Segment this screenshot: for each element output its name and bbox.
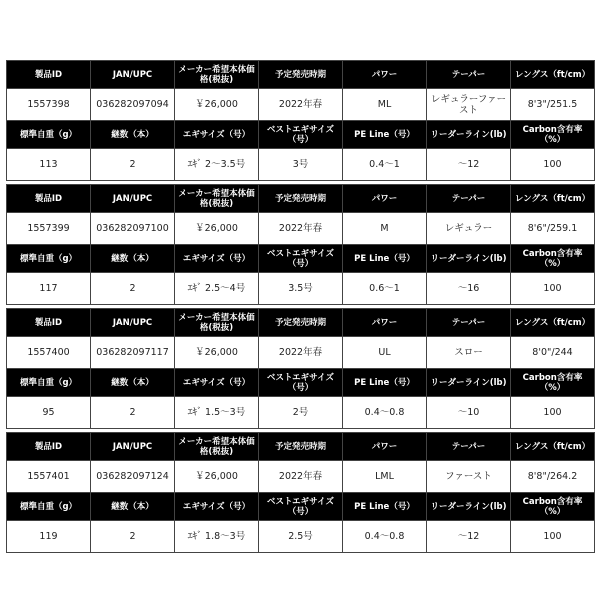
header-release: 予定発売時期 <box>259 309 343 337</box>
header-jan-upc: JAN/UPC <box>91 185 175 213</box>
header-carbon: Carbon含有率（%） <box>511 121 595 149</box>
header-pe-line: PE Line（号） <box>343 369 427 397</box>
header-product-id: 製品ID <box>7 185 91 213</box>
header-jan-upc: JAN/UPC <box>91 61 175 89</box>
cell-price: ￥26,000 <box>175 337 259 369</box>
header-taper: テーパー <box>427 309 511 337</box>
cell-leader-line: 〜16 <box>427 273 511 305</box>
cell-pe-line: 0.4〜0.8 <box>343 397 427 429</box>
header-row <box>7 61 595 89</box>
cell-price: ￥26,000 <box>175 461 259 493</box>
value-row <box>7 521 595 553</box>
header-row <box>7 433 595 461</box>
cell-jan-upc: 036282097124 <box>91 461 175 493</box>
cell-taper: レギュラー <box>427 213 511 245</box>
cell-best-egi-size: 3号 <box>259 149 343 181</box>
header-taper: テーパー <box>427 433 511 461</box>
cell-product-id: 1557398 <box>7 89 91 121</box>
cell-length: 8'6"/259.1 <box>511 213 595 245</box>
cell-jan-upc: 036282097117 <box>91 337 175 369</box>
header-best-egi-size: ベストエギサイズ（号） <box>259 493 343 521</box>
cell-egi-size: ｴｷﾞ 1.8〜3号 <box>175 521 259 553</box>
value-row <box>7 397 595 429</box>
cell-pe-line: 0.4〜1 <box>343 149 427 181</box>
cell-pieces: 2 <box>91 397 175 429</box>
header-pe-line: PE Line（号） <box>343 493 427 521</box>
cell-product-id: 1557401 <box>7 461 91 493</box>
header-product-id: 製品ID <box>7 433 91 461</box>
header-egi-size: エギサイズ（号） <box>175 121 259 149</box>
header-length: レングス（ft/cm） <box>511 185 595 213</box>
header-release: 予定発売時期 <box>259 433 343 461</box>
cell-power: M <box>343 213 427 245</box>
value-row <box>7 461 595 493</box>
header-jan-upc: JAN/UPC <box>91 433 175 461</box>
cell-price: ￥26,000 <box>175 213 259 245</box>
cell-power: ML <box>343 89 427 121</box>
cell-pe-line: 0.4〜0.8 <box>343 521 427 553</box>
header-product-id: 製品ID <box>7 309 91 337</box>
header-taper: テーパー <box>427 185 511 213</box>
cell-weight: 113 <box>7 149 91 181</box>
cell-jan-upc: 036282097100 <box>91 213 175 245</box>
cell-egi-size: ｴｷﾞ 2〜3.5号 <box>175 149 259 181</box>
cell-egi-size: ｴｷﾞ 2.5〜4号 <box>175 273 259 305</box>
cell-carbon: 100 <box>511 273 595 305</box>
cell-pieces: 2 <box>91 521 175 553</box>
cell-weight: 95 <box>7 397 91 429</box>
cell-taper: スロー <box>427 337 511 369</box>
header-weight: 標準自重（g） <box>7 369 91 397</box>
header-leader-line: リーダーライン(lb) <box>427 493 511 521</box>
header-pieces: 継数（本） <box>91 369 175 397</box>
header-pieces: 継数（本） <box>91 493 175 521</box>
cell-length: 8'3"/251.5 <box>511 89 595 121</box>
header-row <box>7 369 595 397</box>
cell-best-egi-size: 2.5号 <box>259 521 343 553</box>
header-best-egi-size: ベストエギサイズ（号） <box>259 369 343 397</box>
cell-carbon: 100 <box>511 149 595 181</box>
cell-weight: 119 <box>7 521 91 553</box>
header-length: レングス（ft/cm） <box>511 309 595 337</box>
cell-best-egi-size: 3.5号 <box>259 273 343 305</box>
cell-leader-line: 〜10 <box>427 397 511 429</box>
header-price: メーカー希望本体価格(税抜) <box>175 61 259 89</box>
header-egi-size: エギサイズ（号） <box>175 493 259 521</box>
value-row <box>7 213 595 245</box>
cell-power: UL <box>343 337 427 369</box>
cell-taper: レギュラーファースト <box>427 89 511 121</box>
header-best-egi-size: ベストエギサイズ（号） <box>259 245 343 273</box>
cell-release: 2022年春 <box>259 89 343 121</box>
header-length: レングス（ft/cm） <box>511 433 595 461</box>
header-row <box>7 245 595 273</box>
cell-pieces: 2 <box>91 273 175 305</box>
header-jan-upc: JAN/UPC <box>91 309 175 337</box>
cell-pieces: 2 <box>91 149 175 181</box>
header-price: メーカー希望本体価格(税抜) <box>175 309 259 337</box>
header-length: レングス（ft/cm） <box>511 61 595 89</box>
header-product-id: 製品ID <box>7 61 91 89</box>
cell-release: 2022年春 <box>259 213 343 245</box>
header-pieces: 継数（本） <box>91 121 175 149</box>
cell-length: 8'8"/264.2 <box>511 461 595 493</box>
cell-release: 2022年春 <box>259 461 343 493</box>
header-leader-line: リーダーライン(lb) <box>427 245 511 273</box>
header-carbon: Carbon含有率（%） <box>511 245 595 273</box>
header-leader-line: リーダーライン(lb) <box>427 369 511 397</box>
header-weight: 標準自重（g） <box>7 245 91 273</box>
header-price: メーカー希望本体価格(税抜) <box>175 433 259 461</box>
cell-leader-line: 〜12 <box>427 149 511 181</box>
header-release: 予定発売時期 <box>259 185 343 213</box>
header-weight: 標準自重（g） <box>7 493 91 521</box>
cell-product-id: 1557400 <box>7 337 91 369</box>
header-power: パワー <box>343 309 427 337</box>
header-pe-line: PE Line（号） <box>343 121 427 149</box>
header-egi-size: エギサイズ（号） <box>175 245 259 273</box>
cell-length: 8'0"/244 <box>511 337 595 369</box>
value-row <box>7 337 595 369</box>
header-power: パワー <box>343 433 427 461</box>
header-weight: 標準自重（g） <box>7 121 91 149</box>
header-row <box>7 309 595 337</box>
header-taper: テーパー <box>427 61 511 89</box>
cell-pe-line: 0.6〜1 <box>343 273 427 305</box>
cell-best-egi-size: 2号 <box>259 397 343 429</box>
value-row <box>7 273 595 305</box>
header-power: パワー <box>343 61 427 89</box>
product-spec-block <box>6 184 595 305</box>
header-pe-line: PE Line（号） <box>343 245 427 273</box>
product-spec-block <box>6 60 595 181</box>
cell-carbon: 100 <box>511 521 595 553</box>
cell-jan-upc: 036282097094 <box>91 89 175 121</box>
cell-leader-line: 〜12 <box>427 521 511 553</box>
header-best-egi-size: ベストエギサイズ（号） <box>259 121 343 149</box>
header-carbon: Carbon含有率（%） <box>511 493 595 521</box>
header-row <box>7 185 595 213</box>
header-row <box>7 121 595 149</box>
header-power: パワー <box>343 185 427 213</box>
spec-sheet <box>6 60 594 553</box>
header-row <box>7 493 595 521</box>
cell-release: 2022年春 <box>259 337 343 369</box>
cell-carbon: 100 <box>511 397 595 429</box>
cell-price: ￥26,000 <box>175 89 259 121</box>
value-row <box>7 149 595 181</box>
header-egi-size: エギサイズ（号） <box>175 369 259 397</box>
cell-product-id: 1557399 <box>7 213 91 245</box>
product-spec-block <box>6 308 595 429</box>
header-leader-line: リーダーライン(lb) <box>427 121 511 149</box>
cell-power: LML <box>343 461 427 493</box>
value-row <box>7 89 595 121</box>
cell-egi-size: ｴｷﾞ 1.5〜3号 <box>175 397 259 429</box>
product-spec-block <box>6 432 595 553</box>
header-release: 予定発売時期 <box>259 61 343 89</box>
header-pieces: 継数（本） <box>91 245 175 273</box>
cell-weight: 117 <box>7 273 91 305</box>
header-price: メーカー希望本体価格(税抜) <box>175 185 259 213</box>
header-carbon: Carbon含有率（%） <box>511 369 595 397</box>
cell-taper: ファースト <box>427 461 511 493</box>
